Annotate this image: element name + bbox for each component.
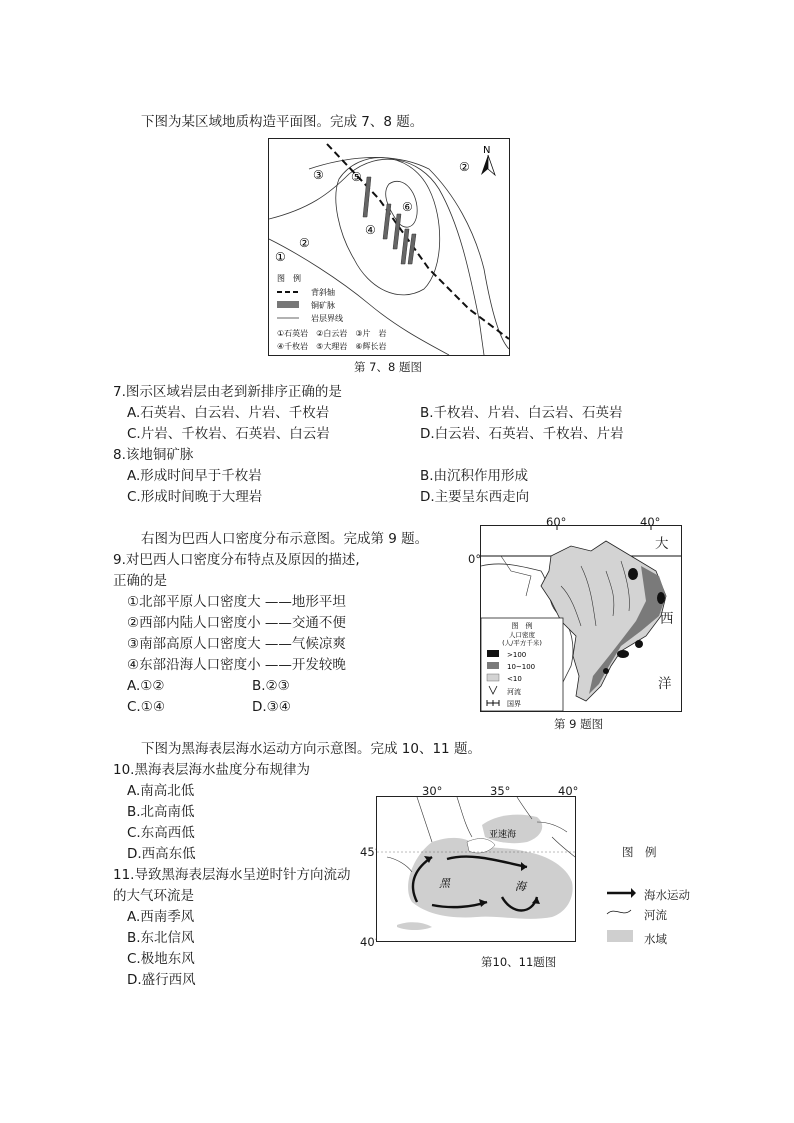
- svg-text:①: ①: [275, 250, 286, 264]
- q7-option-c[interactable]: C.片岩、千枚岩、石英岩、白云岩: [127, 426, 330, 442]
- svg-text:③: ③: [313, 168, 324, 182]
- q7-option-d[interactable]: D.白云岩、石英岩、千枚岩、片岩: [420, 426, 624, 442]
- q7-8-caption: 第 7、8 题图: [354, 360, 422, 374]
- q11-option-b[interactable]: B.东北信风: [127, 930, 195, 946]
- q9-statement-1: ①北部平原人口密度大 ——地形平坦: [127, 594, 346, 610]
- q9-stem-line1: 9.对巴西人口密度分布特点及原因的描述,: [113, 552, 360, 568]
- q7-stem: 7.图示区域岩层由老到新排序正确的是: [113, 384, 342, 400]
- svg-text:④: ④: [365, 223, 376, 237]
- q10-stem: 10.黑海表层海水盐度分布规律为: [113, 762, 310, 778]
- q9-statement-2: ②西部内陆人口密度小 ——交通不便: [127, 615, 346, 631]
- q8-option-c[interactable]: C.形成时间晚于大理岩: [127, 489, 263, 505]
- q9-intro: 右图为巴西人口密度分布示意图。完成第 9 题。: [141, 531, 429, 547]
- q11-option-c[interactable]: C.极地东风: [127, 951, 195, 967]
- black-sea-legend-title: 图 例: [622, 845, 657, 859]
- q7-option-a[interactable]: A.石英岩、白云岩、片岩、千枚岩: [127, 405, 330, 421]
- svg-text:背斜轴: 背斜轴: [311, 288, 335, 297]
- svg-text:(人/平方千米): (人/平方千米): [502, 639, 542, 647]
- svg-text:①石英岩 ②白云岩 ③片 岩: ①石英岩 ②白云岩 ③片 岩: [277, 329, 387, 338]
- black-sea-legend-symbols: [605, 886, 637, 950]
- q10-11-intro: 下图为黑海表层海水运动方向示意图。完成 10、11 题。: [141, 741, 481, 757]
- geology-map: [268, 138, 510, 356]
- svg-text:河流: 河流: [507, 688, 521, 696]
- q9-option-c[interactable]: C.①④: [127, 699, 165, 715]
- svg-text:铜矿脉: 铜矿脉: [311, 301, 335, 310]
- svg-text:海: 海: [515, 880, 526, 893]
- q9-caption: 第 9 题图: [554, 717, 604, 731]
- q10-option-c[interactable]: C.东高西低: [127, 825, 195, 841]
- q11-stem-line2: 的大气环流是: [113, 888, 194, 904]
- svg-text:黑: 黑: [439, 877, 450, 890]
- copper-veins: [363, 177, 416, 264]
- q10-11-caption: 第10、11题图: [481, 955, 557, 969]
- q7-8-intro: 下图为某区域地质构造平面图。完成 7、8 题。: [141, 114, 424, 130]
- brazil-population-map: [480, 525, 682, 712]
- q9-option-d[interactable]: D.③④: [252, 699, 291, 715]
- svg-text:<10: <10: [507, 675, 522, 683]
- q10-option-a[interactable]: A.南高北低: [127, 783, 195, 799]
- q7-option-b[interactable]: B.千枚岩、片岩、白云岩、石英岩: [420, 405, 623, 421]
- black-sea-map: [376, 796, 576, 942]
- svg-text:国界: 国界: [507, 700, 521, 708]
- q9-statement-3: ③南部高原人口密度大 ——气候凉爽: [127, 636, 346, 652]
- q11-stem-line1: 11.导致黑海表层海水呈逆时针方向流动: [113, 867, 351, 883]
- svg-text:②: ②: [459, 160, 470, 174]
- q9-option-b[interactable]: B.②③: [252, 678, 290, 694]
- q9-stem-line2: 正确的是: [113, 573, 167, 589]
- svg-text:>100: >100: [507, 651, 527, 659]
- q9-option-a[interactable]: A.①②: [127, 678, 165, 694]
- north-arrow-icon: [481, 155, 495, 175]
- q10-option-d[interactable]: D.西高东低: [127, 846, 196, 862]
- svg-text:岩层界线: 岩层界线: [311, 314, 343, 323]
- svg-text:⑤: ⑤: [351, 170, 362, 184]
- svg-text:亚速海: 亚速海: [489, 830, 517, 840]
- q11-option-a[interactable]: A.西南季风: [127, 909, 195, 925]
- svg-text:④千枚岩 ⑤大理岩 ⑥辉长岩: ④千枚岩 ⑤大理岩 ⑥辉长岩: [277, 342, 387, 351]
- q8-stem: 8.该地铜矿脉: [113, 447, 194, 463]
- q11-option-d[interactable]: D.盛行西风: [127, 972, 196, 988]
- svg-text:②: ②: [299, 236, 310, 250]
- q8-option-a[interactable]: A.形成时间早于千枚岩: [127, 468, 262, 484]
- svg-text:⑥: ⑥: [402, 200, 413, 214]
- q9-statement-4: ④东部沿海人口密度小 ——开发较晚: [127, 657, 346, 673]
- north-label: N: [483, 145, 491, 156]
- q8-option-d[interactable]: D.主要呈东西走向: [420, 489, 530, 505]
- svg-text:人口密度: 人口密度: [509, 631, 535, 639]
- svg-text:图 例: 图 例: [511, 622, 533, 630]
- q8-option-b[interactable]: B.由沉积作用形成: [420, 468, 529, 484]
- legend-title: 图 例: [277, 274, 301, 283]
- q10-option-b[interactable]: B.北高南低: [127, 804, 195, 820]
- svg-text:10~100: 10~100: [507, 663, 536, 671]
